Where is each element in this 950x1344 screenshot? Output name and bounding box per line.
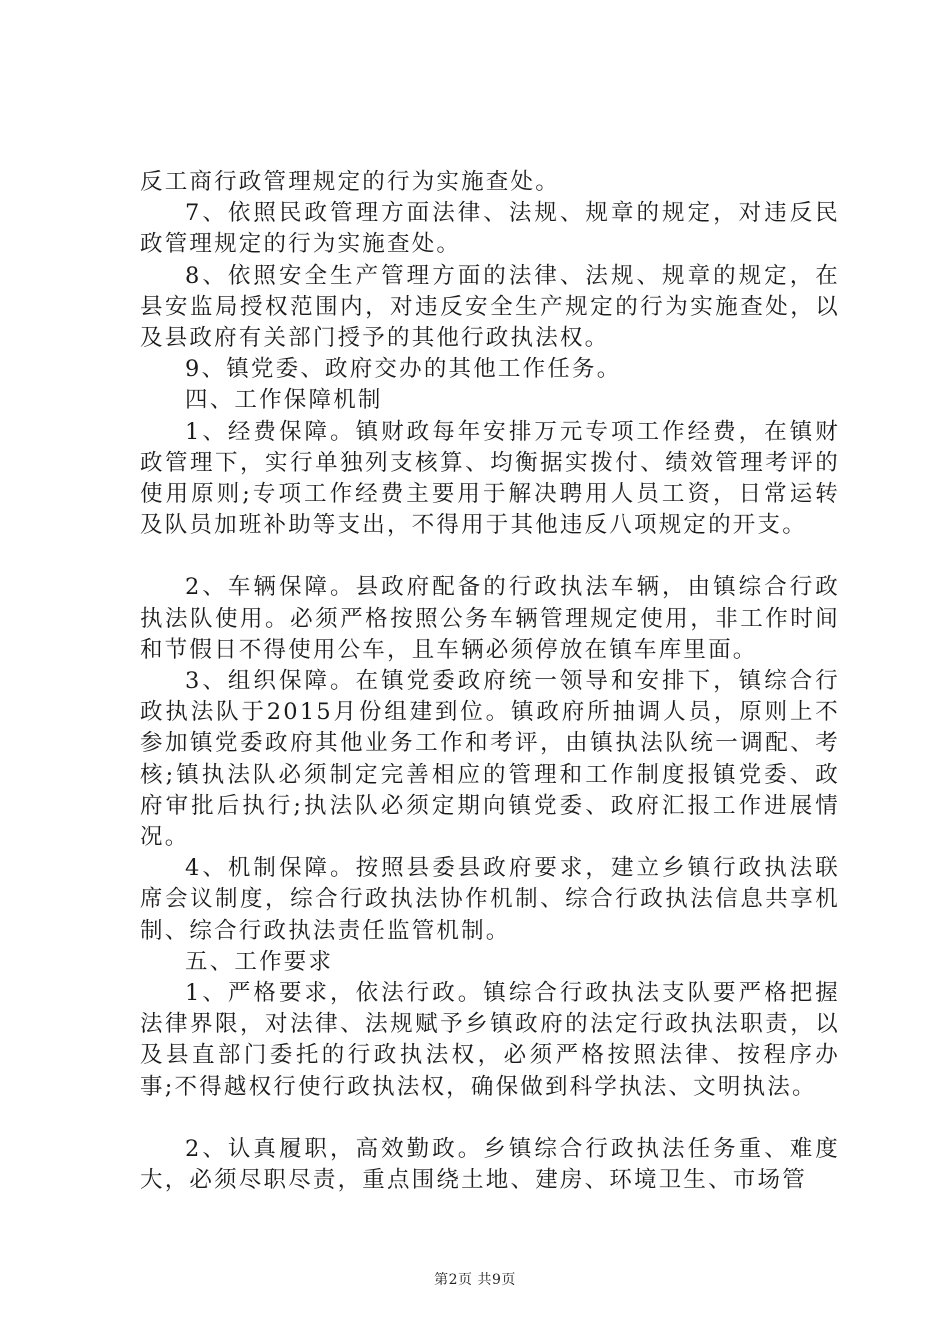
paragraph-item-8: 8、依照安全生产管理方面的法律、法规、规章的规定，在县安监局授权范围内，对违反安全生产规定的行为实施查处，以及县政府有关部门授予的其他行政执法权。 — [140, 262, 840, 352]
section-heading-5: 五、工作要求 — [185, 948, 334, 975]
paragraph-continuation: 反工商行政管理规定的行为实施查处。 — [140, 169, 560, 195]
paragraph-funding: 1、经费保障。镇财政每年安排万元专项工作经费，在镇财政管理下，实行单独列支核算、均衡据实拨付、绩效管理考评的使用原则;专项工作经费主要用于解决聘用人员工资，日常运转及队员加班补助等支出，不得用于其他违反八项规定的开支。 — [140, 418, 840, 539]
paragraph-item-9: 9、镇党委、政府交办的其他工作任务。 — [185, 356, 622, 383]
paragraph-vehicles: 2、车辆保障。县政府配备的行政执法车辆，由镇综合行政执法队使用。必须严格按照公务车辆管理规定使用，非工作时间和节假日不得使用公车，且车辆必须停放在镇车库里面。 — [140, 574, 840, 663]
paragraph-organization: 3、组织保障。在镇党委政府统一领导和安排下，镇综合行政执法队于2015月份组建到位。镇政府所抽调人员，原则上不参加镇党委政府其他业务工作和考评，由镇执法队统一调配、考核;镇执法队必须制定完善相应的管理和工作制度报镇党委、政府审批后执行;执法队必须定期向镇党委、政府汇报工作进展情况。 — [140, 668, 840, 851]
paragraph-item-7: 7、依照民政管理方面法律、法规、规章的规定，对违反民政管理规定的行为实施查处。 — [140, 200, 840, 258]
section-heading-4: 四、工作保障机制 — [185, 387, 383, 414]
paragraph-requirement-2: 2、认真履职，高效勤政。乡镇综合行政执法任务重、难度大，必须尽职尽责，重点围绕土地、建房、环境卫生、市场管 — [140, 1135, 840, 1194]
document-body — [140, 167, 840, 1196]
paragraph-mechanism: 4、机制保障。按照县委县政府要求，建立乡镇行政执法联席会议制度，综合行政执法协作机制、综合行政执法信息共享机制、综合行政执法责任监管机制。 — [140, 855, 840, 944]
paragraph-requirement-1: 1、严格要求，依法行政。镇综合行政执法支队要严格把握法律界限，对法律、法规赋予乡镇政府的法定行政执法职责，以及县直部门委托的行政执法权，必须严格按照法律、按程序办事;不得越权行使行政执法权，确保做到科学执法、文明执法。 — [140, 980, 840, 1100]
page-number-footer: 第2页 共9页 — [434, 1272, 516, 1288]
